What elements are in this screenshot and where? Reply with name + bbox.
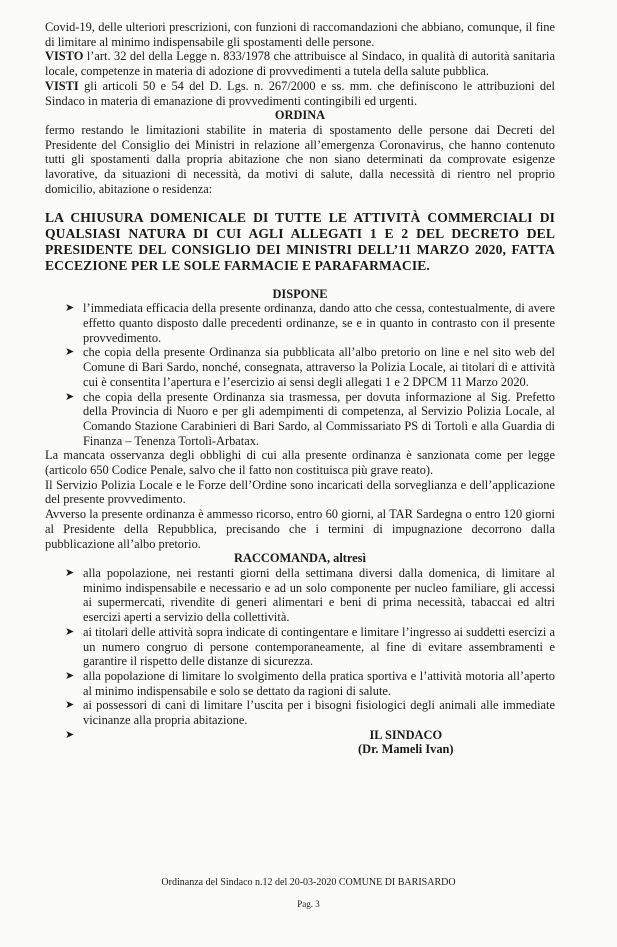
raccomanda-list — [45, 566, 555, 728]
document-body — [45, 20, 555, 757]
arrow-bullet-icon: ➤ — [65, 346, 75, 359]
visti-label: VISTI — [45, 78, 79, 93]
raccomanda-heading: RACCOMANDA, altresì — [234, 551, 366, 566]
arrow-bullet-icon: ➤ — [65, 728, 75, 741]
arrow-bullet-icon: ➤ — [65, 625, 75, 638]
sanction-paragraph: La mancata osservanza degli obblighi di cui alla presente ordinanza è sanzionata come per legge (articolo 650 Codice Penale, salvo che il fatto non costituisca più grave reato). — [45, 448, 555, 478]
document-footer: Ordinanza del Sindaco n.12 del 20-03-2020 COMUNE DI BARISARDO — [161, 877, 456, 888]
arrow-bullet-icon: ➤ — [65, 390, 75, 403]
page-number: Pag. 3 — [297, 899, 320, 909]
dispone-heading: DISPONE — [272, 286, 328, 301]
ordina-decision: LA CHIUSURA DOMENICALE DI TUTTE LE ATTIVITÀ COMMERCIALI DI QUALSIASI NATURA DI CUI AGLI ALLEGATI 1 E 2 DEL DECRETO DEL PRESIDENTE DEL CONSIGLIO DEI MINISTRI DELL’11 MARZO 2020, FATTA ECCEZIONE PER LE SOLE FARMACIE E PARAFARMACIE. — [45, 210, 555, 273]
list-item: ➤ l’immediata efficacia della presente ordinanza, dando atto che cessa, contestualmente, di avere effetto quanto disposto dalle precedenti ordinanze, se e in quanto in contrasto con il presente provvedimento. — [65, 301, 555, 345]
signature-role: IL SINDACO — [369, 727, 443, 742]
signature-block — [358, 728, 454, 757]
list-item: ➤ che copia della presente Ordinanza sia pubblicata all’albo pretorio on line e nel sito web del Comune di Bari Sardo, nonché, consegnata, attraverso la Polizia Locale, ai titolari di e attività cui è consentita l’apertura e l’esercizio ai sensi degli allegati 1 e 2 DPCM 11 Marzo 2020. — [65, 345, 555, 389]
ordina-heading: ORDINA — [274, 108, 326, 123]
arrow-bullet-icon: ➤ — [65, 566, 75, 579]
signature-name: (Dr. Mameli Ivan) — [358, 742, 454, 757]
intro-paragraph: Covid-19, delle ulteriori prescrizioni, con funzioni di raccomandazioni che abbiano, comunque, il fine di limitare al minimo indispensabile gli spostamenti delle persone. — [45, 20, 555, 49]
arrow-bullet-icon: ➤ — [65, 669, 75, 682]
signature-row — [45, 728, 555, 757]
list-item: ➤ ai titolari delle attività sopra indicate di contingentare e limitare l’ingresso ai suddetti esercizi a un numero congruo di persone contemporaneamente, al fine di evitare assembramenti e garantire il rispetto delle distanze di sicurezza. — [65, 624, 555, 669]
list-item: ➤ alla popolazione di limitare lo svolgimento della pratica sportiva e l’attività motoria all’aperto al minimo indispensabile e solo se dettato da ragioni di salute. — [65, 668, 555, 698]
list-item: ➤ che copia della presente Ordinanza sia trasmessa, per dovuta informazione al Sig. Prefetto della Provincia di Nuoro e per gli adempimenti di competenza, al Servizio Polizia Locale, al Comando Stazione Carabinieri di Bari Sardo, al Commissariato PS di Tortolì e alla Guardia di Finanza – Tenenza Tortolì-Arbatax. — [65, 389, 555, 448]
appeal-paragraph: Avverso la presente ordinanza è ammesso ricorso, entro 60 giorni, al TAR Sardegna o entro 120 giorni al Presidente della Repubblica, precisando che i termini di impugnazione decorrono dalla pubblicazione all’albo pretorio. — [45, 507, 555, 551]
visto-paragraph: VISTO l’art. 32 del della Legge n. 833/1978 che attribuisce al Sindaco, in qualità di autorità sanitaria locale, competenze in materia di adozione di provvedimenti a tutela della salute pubblica. — [45, 49, 555, 79]
visto-label: VISTO — [45, 49, 84, 64]
arrow-bullet-icon: ➤ — [65, 302, 75, 315]
arrow-bullet-icon: ➤ — [65, 699, 75, 712]
enforcement-paragraph: Il Servizio Polizia Locale e le Forze dell’Ordine sono incaricati della sorveglianza e dell’applicazione del presente provvedimento. — [45, 477, 555, 507]
ordina-text: fermo restando le limitazioni stabilite in materia di spostamento delle persone dai Decreti del Presidente del Consiglio dei Ministri in relazione all’emergenza Coronavirus, che hanno contenuto tutti gli spostamenti dalla propria abitazione che non siano determinati da comprovate esigenze lavorative, da situazioni di necessità, da motivi di salute, dalla necessità di rientro nel proprio domicilio, abitazione o residenza: — [45, 122, 555, 196]
visti-paragraph: VISTI gli articoli 50 e 54 del D. Lgs. n. 267/2000 e ss. mm. che definiscono le attribuzioni del Sindaco in materia di emanazione di provvedimenti contingibili ed urgenti. — [45, 78, 555, 108]
dispone-list — [45, 301, 555, 448]
list-item: ➤ ai possessori di cani di limitare l’uscita per i bisogni fisiologici degli animali alle immediate vicinanze alla propria abitazione. — [65, 698, 555, 728]
list-item: ➤ alla popolazione, nei restanti giorni della settimana diversi dalla domenica, di limitare al minimo indispensabile e necessario e ad un solo componente per nucleo familiare, gli accessi ai supermercati, rivendite di generi alimentari e beni di prima necessità, tabaccai ed altri esercizi aperti a servizio della collettività. — [65, 565, 555, 625]
